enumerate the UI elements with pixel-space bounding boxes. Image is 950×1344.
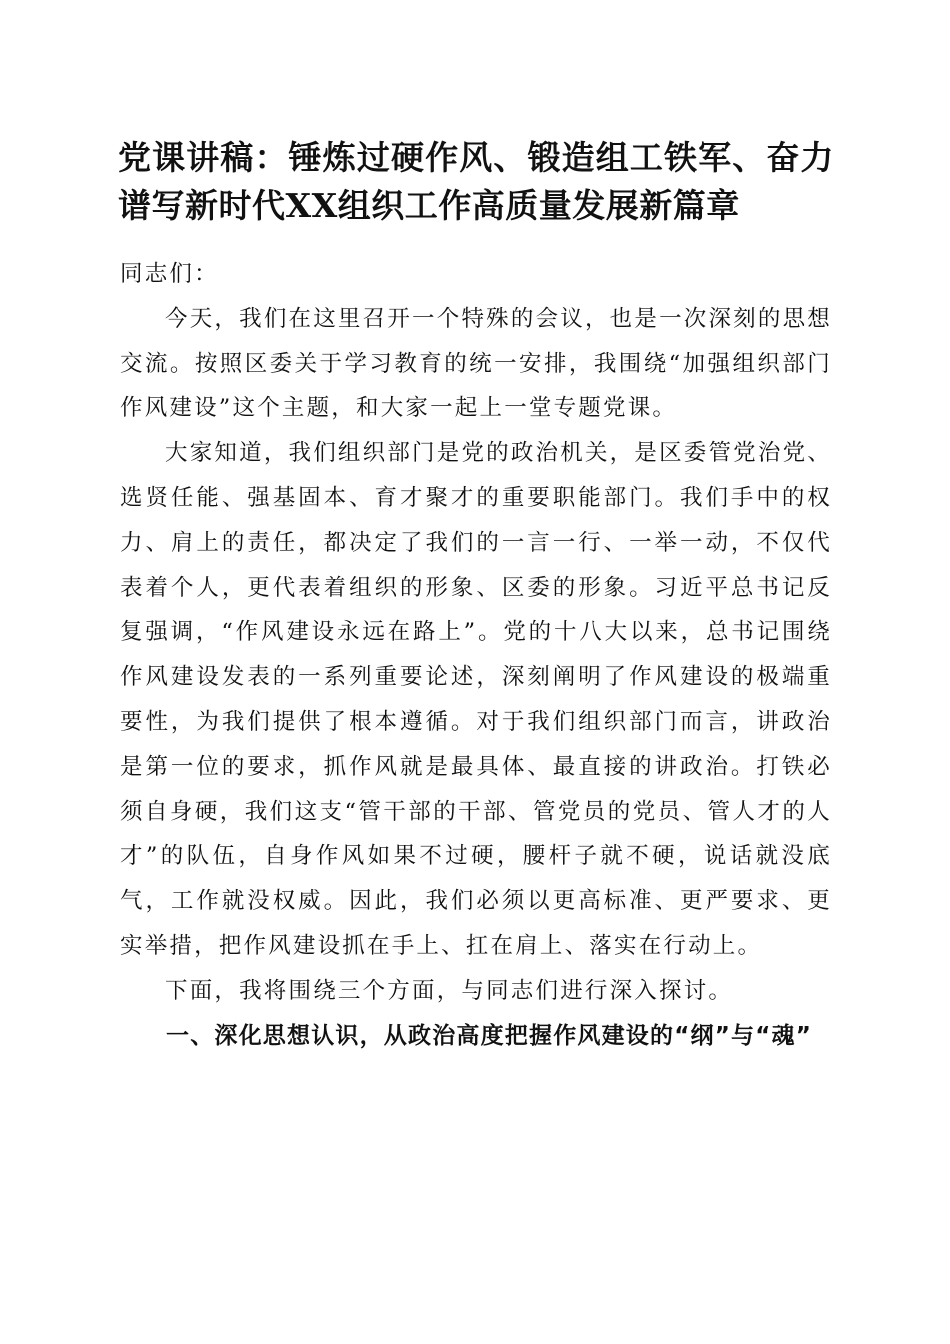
section-heading: 一、深化思想认识，从政治高度把握作风建设的“纲”与“魂”: [166, 1022, 813, 1049]
salutation: 同志们：: [120, 261, 219, 287]
paragraph-background: 大家知道，我们组织部门是党的政治机关，是区委管党治党、选贤任能、强基固本、育才聚才的重要职能部门。我们手中的权力、肩上的责任，都决定了我们的一言一行、一举一动，不仅代表着个人，更代表着组织的形象、区委的形象。习近平总书记反复强调，“作风建设永远在路上”。党的十八大以来，总书记围绕作风建设发表的一系列重要论述，深刻阐明了作风建设的极端重要性，为我们提供了根本遵循。对于我们组织部门而言，讲政治是第一位的要求，抓作风就是最具体、最直接的讲政治。打铁必须自身硬，我们这支“管干部的干部、管党员的党员、管人才的人才”的队伍，自身作风如果不过硬，腰杆子就不硬，说话就没底气，工作就没权威。因此，我们必须以更高标准、更严要求、更实举措，把作风建设抓在手上、扛在肩上、落实在行动上。: [120, 440, 832, 959]
paragraph-intro: 今天，我们在这里召开一个特殊的会议，也是一次深刻的思想交流。按照区委关于学习教育的统一安排，我围绕“加强组织部门作风建设”这个主题，和大家一起上一堂专题党课。: [120, 305, 832, 422]
document-body: [120, 252, 832, 1058]
document-title: 党课讲稿：锤炼过硬作风、锻造组工铁军、奋力谱写新时代XX组织工作高质量发展新篇章: [118, 138, 834, 225]
paragraph-outline: 下面，我将围绕三个方面，与同志们进行深入探讨。: [165, 977, 734, 1004]
